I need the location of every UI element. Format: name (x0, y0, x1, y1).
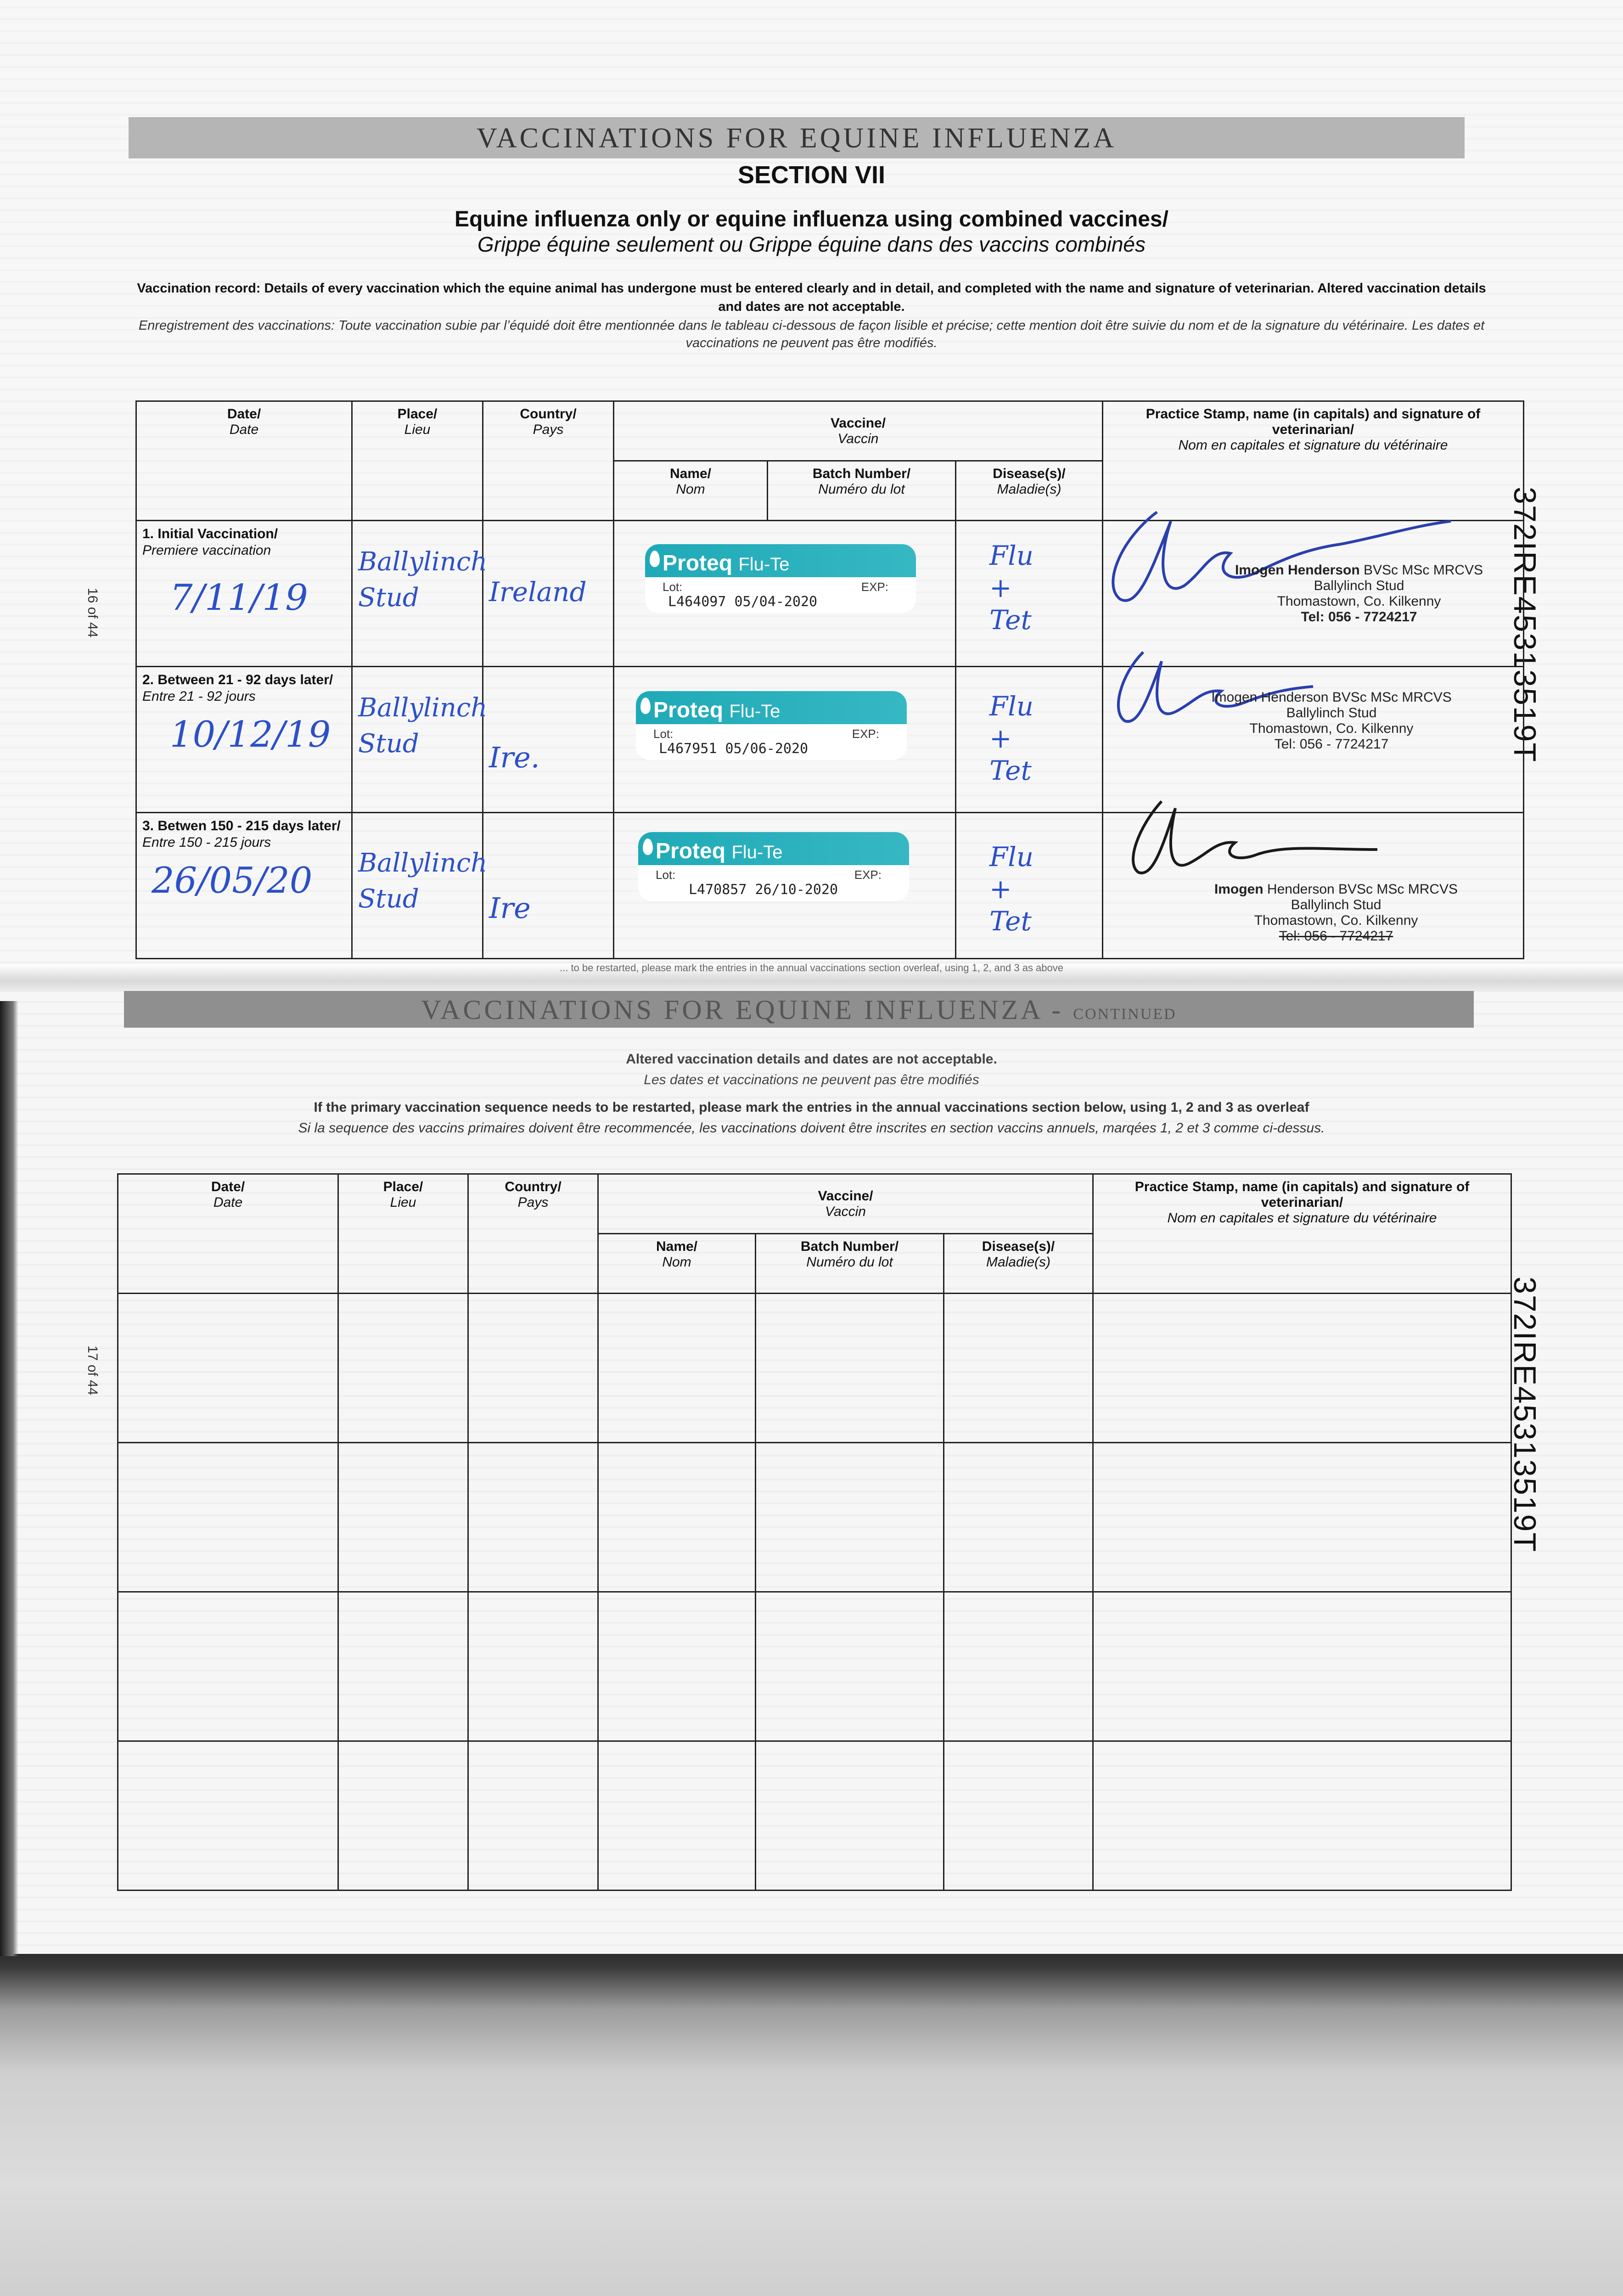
vaccination-record-instructions-french: Enregistrement des vaccinations: Toute vaccination subie par l’équidé doit être mentionnée dans le tableau ci-dessous de façon lisible et précise; cette mention doit être suivie du nom et de la signature du vétérinaire. Les dates et vaccinations ne peuvent pas être modifiés. (138, 318, 1485, 350)
row-label: 1. Initial Vaccination/ Premiere vaccination (142, 526, 278, 558)
header-country: Country/ Pays (483, 401, 614, 521)
empty-cell[interactable] (468, 1741, 598, 1891)
table-row (118, 1592, 1511, 1741)
vaccination-record-instructions: Vaccination record: Details of every vaccination which the equine animal has undergone must be entered clearly and in detail, and completed with the name and signature of veterinarian. Altered vaccination details and dates are not acceptable. (137, 281, 1486, 314)
scanner-background (0, 1954, 1623, 2296)
header-vaccine: Vaccine/ Vaccin (614, 401, 1103, 461)
exp-label: EXP: (852, 727, 879, 741)
vaccine-sticker (638, 832, 909, 901)
lot-label: Lot: (653, 727, 674, 741)
handwritten-disease: Flu + Tet (989, 691, 1034, 786)
section-title: SECTION VII (737, 161, 886, 189)
vaccine-brand: Proteq Flu-Te (663, 551, 790, 575)
row-disease-cell (956, 521, 1103, 667)
passport-serial-number: 372IRE45313519T (1507, 487, 1542, 763)
empty-cell[interactable] (468, 1443, 598, 1592)
empty-cell[interactable] (944, 1294, 1093, 1443)
drop-icon (650, 551, 660, 567)
empty-cell[interactable] (598, 1592, 756, 1741)
empty-cell[interactable] (338, 1294, 468, 1443)
handwritten-place: Ballylinch Stud (358, 848, 488, 914)
subtitle-french: Grippe équine seulement ou Grippe équine dans des vaccins combinés (477, 232, 1146, 256)
empty-cell[interactable] (756, 1443, 944, 1592)
empty-cell[interactable] (338, 1592, 468, 1741)
empty-cell[interactable] (118, 1294, 338, 1443)
batch-number: L470857 26/10-2020 (689, 882, 838, 898)
page-number: 17 of 44 (85, 1345, 100, 1396)
row-country-cell (483, 667, 614, 813)
header-date: Date/ Date (118, 1174, 338, 1294)
header-place: Place/ Lieu (352, 401, 483, 521)
empty-cell[interactable] (598, 1294, 756, 1443)
vet-stamp: Imogen Henderson BVSc MSc MRCVS Ballylinch Stud Thomastown, Co. Kilkenny Tel: 056 - 7724217 (1214, 882, 1458, 944)
header-batch: Batch Number/ Numéro du lot (756, 1234, 944, 1294)
header-name: Name/ Nom (614, 461, 768, 521)
empty-cell[interactable] (338, 1443, 468, 1592)
vaccine-brand: Proteq Flu-Te (653, 698, 781, 722)
empty-cell[interactable] (1093, 1294, 1511, 1443)
empty-cell[interactable] (468, 1294, 598, 1443)
header-country: Country/ Pays (468, 1174, 598, 1294)
empty-cell[interactable] (118, 1741, 338, 1891)
row-date-cell (136, 521, 352, 667)
empty-cell[interactable] (1093, 1443, 1511, 1592)
lot-label: Lot: (656, 868, 676, 882)
handwritten-date: 26/05/20 (152, 860, 313, 901)
row-label: 2. Between 21 - 92 days later/ Entre 21 - 92 jours (142, 672, 333, 704)
batch-number: L467951 05/06-2020 (659, 741, 809, 757)
altered-warning: Altered vaccination details and dates are not acceptable. (626, 1052, 997, 1067)
handwritten-country: Ire (489, 891, 531, 925)
table-row (118, 1443, 1511, 1592)
handwritten-date: 10/12/19 (170, 714, 331, 755)
row-date-cell (136, 813, 352, 959)
empty-cell[interactable] (756, 1592, 944, 1741)
header-disease: Disease(s)/ Maladie(s) (956, 461, 1103, 521)
altered-warning-french: Les dates et vaccinations ne peuvent pas être modifiés (644, 1072, 979, 1087)
restart-instructions-french: Si la sequence des vaccins primaires doivent être recommencée, les vaccinations doivent être inscrites en section vaccins annuels, marqées 1, 2 et 3 comme ci-dessus. (298, 1120, 1325, 1136)
header-place: Place/ Lieu (338, 1174, 468, 1294)
vet-stamp: Imogen Henderson BVSc MSc MRCVS Ballylinch Stud Thomastown, Co. Kilkenny Tel: 056 - 7724217 (1211, 690, 1452, 752)
section-banner-continued: VACCINATIONS FOR EQUINE INFLUENZA - CONTINUED (124, 991, 1474, 1028)
header-disease: Disease(s)/ Maladie(s) (944, 1234, 1093, 1294)
restart-note-faint: ... to be restarted, please mark the entries in the annual vaccinations section overleaf, using 1, 2, and 3 as above (560, 962, 1063, 974)
row-date-cell (136, 667, 352, 813)
vet-stamp: Imogen Henderson BVSc MSc MRCVS Ballylinch Stud Thomastown, Co. Kilkenny Tel: 056 - 7724217 (1235, 563, 1483, 625)
subtitle-english: Equine influenza only or equine influenza using combined vaccines/ (455, 207, 1168, 231)
handwritten-disease: Flu + Tet (989, 841, 1034, 937)
drop-icon (643, 838, 653, 855)
empty-cell[interactable] (598, 1443, 756, 1592)
handwritten-place: Ballylinch Stud (358, 693, 488, 759)
header-practice-stamp: Practice Stamp, name (in capitals) and signature of veterinarian/ Nom en capitales et signature du vétérinaire (1093, 1174, 1511, 1294)
vet-signature (1111, 790, 1387, 882)
header-vaccine: Vaccine/ Vaccin (598, 1174, 1093, 1234)
table-row (118, 1294, 1511, 1443)
page-number: 16 of 44 (85, 588, 100, 638)
empty-cell[interactable] (756, 1741, 944, 1891)
empty-cell[interactable] (944, 1443, 1093, 1592)
annual-vaccination-table (117, 1173, 1512, 1891)
empty-cell[interactable] (468, 1592, 598, 1741)
row-country-cell (483, 521, 614, 667)
empty-cell[interactable] (118, 1443, 338, 1592)
restart-instructions: If the primary vaccination sequence needs to be restarted, please mark the entries in the annual vaccinations section below, using 1, 2 and 3 as overleaf (314, 1100, 1309, 1115)
handwritten-country: Ireland (489, 576, 587, 608)
exp-label: EXP: (854, 868, 882, 882)
table-row (118, 1741, 1511, 1891)
row-label: 3. Betwen 150 - 215 days later/ Entre 150 - 215 jours (142, 818, 341, 850)
header-date: Date/ Date (136, 401, 352, 521)
vaccine-brand: Proteq Flu-Te (656, 839, 783, 863)
section-banner: VACCINATIONS FOR EQUINE INFLUENZA (129, 117, 1465, 158)
empty-cell[interactable] (118, 1592, 338, 1741)
drop-icon (640, 698, 651, 714)
empty-cell[interactable] (338, 1741, 468, 1891)
empty-cell[interactable] (944, 1741, 1093, 1891)
row-disease-cell (956, 667, 1103, 813)
left-binding-shadow (0, 1001, 18, 1956)
handwritten-place: Ballylinch Stud (358, 547, 488, 613)
vaccine-sticker (636, 691, 907, 760)
empty-cell[interactable] (756, 1294, 944, 1443)
empty-cell[interactable] (598, 1741, 756, 1891)
handwritten-country: Ire. (489, 741, 540, 774)
header-name: Name/ Nom (598, 1234, 756, 1294)
row-place-cell (352, 521, 488, 667)
empty-cell[interactable] (1093, 1592, 1511, 1741)
row-disease-cell (956, 813, 1103, 959)
batch-number: L464097 05/04-2020 (668, 594, 818, 610)
handwritten-disease: Flu + Tet (989, 540, 1034, 636)
row-place-cell (352, 813, 488, 959)
vaccine-sticker (645, 544, 916, 613)
row-place-cell (352, 667, 488, 813)
header-practice-stamp: Practice Stamp, name (in capitals) and signature of veterinarian/ Nom en capitales et signature du vétérinaire (1103, 401, 1524, 521)
passport-serial-number: 372IRE45313519T (1507, 1277, 1542, 1553)
row-country-cell (483, 813, 614, 959)
empty-cell[interactable] (944, 1592, 1093, 1741)
header-batch: Batch Number/ Numéro du lot (768, 461, 956, 521)
exp-label: EXP: (861, 580, 888, 594)
empty-cell[interactable] (1093, 1741, 1511, 1891)
handwritten-date: 7/11/19 (170, 577, 308, 619)
lot-label: Lot: (663, 580, 683, 594)
